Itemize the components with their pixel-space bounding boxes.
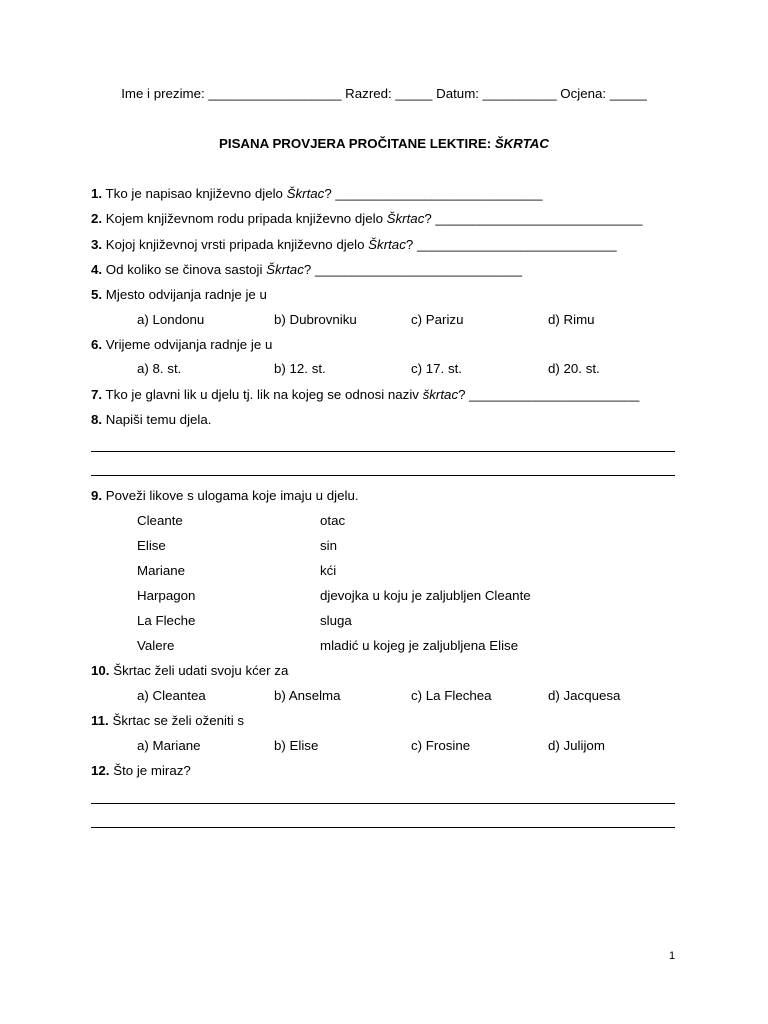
question-text: Škrtac se želi oženiti s — [108, 713, 245, 728]
page-number: 1 — [669, 950, 676, 962]
question-4 — [91, 262, 522, 278]
option-d: d) Rimu — [548, 312, 595, 327]
option-b: b) 12. st. — [274, 361, 326, 376]
question-11 — [91, 713, 244, 729]
option-c: c) 17. st. — [411, 361, 462, 376]
question-number: 11. — [91, 713, 109, 728]
question-number: 6. — [91, 337, 103, 352]
option-a: a) Londonu — [137, 312, 205, 327]
character-role: sluga — [320, 613, 352, 628]
character-role: djevojka u koju je zaljubljen Cleante — [320, 588, 531, 603]
question-number: 10. — [91, 663, 110, 678]
question-text: Poveži likove s ulogama koje imaju u djelu. — [102, 488, 359, 503]
option-d: d) Julijom — [548, 738, 605, 753]
question-9 — [91, 488, 359, 504]
answer-blank: ? _______________________ — [458, 387, 640, 402]
question-number: 2. — [91, 211, 103, 226]
question-text: Što je miraz? — [109, 763, 191, 778]
character-name: Mariane — [137, 563, 186, 578]
question-7 — [91, 387, 639, 403]
question-3 — [91, 237, 617, 253]
option-c: c) Parizu — [411, 312, 464, 327]
answer-line — [91, 451, 675, 452]
question-number: 9. — [91, 488, 103, 503]
answer-line — [91, 475, 675, 476]
question-5 — [91, 287, 267, 303]
option-d: d) 20. st. — [548, 361, 600, 376]
question-text: Tko je glavni lik u djelu tj. lik na kojeg se odnosi naziv — [102, 387, 423, 402]
character-role: sin — [320, 538, 337, 553]
character-name: Cleante — [137, 513, 183, 528]
question-text: Tko je napisao književno djelo — [102, 186, 287, 201]
option-b: b) Elise — [274, 738, 319, 753]
student-info-line: Ime i prezime: __________________ Razred: _____ Datum: __________ Ocjena: _____ — [121, 86, 647, 101]
option-d: d) Jacquesa — [548, 688, 621, 703]
question-italic: škrtac — [422, 387, 459, 402]
question-10 — [91, 663, 288, 679]
character-role: mladić u kojeg je zaljubljena Elise — [320, 638, 519, 653]
question-number: 4. — [91, 262, 103, 277]
answer-blank: ? ____________________________ — [303, 262, 523, 277]
answer-line — [91, 827, 675, 828]
question-number: 3. — [91, 237, 103, 252]
answer-blank: ? ____________________________ — [424, 211, 643, 226]
character-role: kći — [320, 563, 337, 578]
question-text: Vrijeme odvijanja radnje je u — [102, 337, 273, 352]
page-title — [0, 136, 768, 152]
title-main: PISANA PROVJERA PROČITANE LEKTIRE: — [219, 136, 495, 151]
question-number: 7. — [91, 387, 103, 402]
question-italic: Škrtac — [368, 237, 406, 252]
question-italic: Škrtac — [266, 262, 304, 277]
option-c: c) La Flechea — [411, 688, 492, 703]
question-text: Napiši temu djela. — [102, 412, 212, 427]
option-c: c) Frosine — [411, 738, 471, 753]
question-1 — [91, 186, 542, 202]
question-12 — [91, 763, 191, 779]
answer-blank: ? ____________________________ — [324, 186, 543, 201]
option-a: a) Cleantea — [137, 688, 206, 703]
option-b: b) Anselma — [274, 688, 341, 703]
question-text: Od koliko se činova sastoji — [102, 262, 267, 277]
option-a: a) Mariane — [137, 738, 201, 753]
question-6 — [91, 337, 272, 353]
answer-line — [91, 803, 675, 804]
answer-blank: ? ___________________________ — [405, 237, 617, 252]
character-name: Elise — [137, 538, 166, 553]
character-name: Valere — [137, 638, 175, 653]
option-b: b) Dubrovniku — [274, 312, 357, 327]
question-number: 5. — [91, 287, 103, 302]
question-number: 8. — [91, 412, 103, 427]
question-text: Kojoj književnoj vrsti pripada književno djelo — [102, 237, 369, 252]
question-8 — [91, 412, 211, 428]
question-text: Kojem književnom rodu pripada književno djelo — [102, 211, 387, 226]
question-number: 1. — [91, 186, 103, 201]
character-role: otac — [320, 513, 346, 528]
title-italic: ŠKRTAC — [494, 136, 549, 151]
question-italic: Škrtac — [386, 211, 425, 226]
option-a: a) 8. st. — [137, 361, 182, 376]
question-text: Mjesto odvijanja radnje je u — [102, 287, 267, 302]
question-italic: Škrtac — [286, 186, 325, 201]
question-number: 12. — [91, 763, 110, 778]
question-2 — [91, 211, 643, 227]
character-name: La Fleche — [137, 613, 196, 628]
question-text: Škrtac želi udati svoju kćer za — [109, 663, 289, 678]
character-name: Harpagon — [137, 588, 196, 603]
